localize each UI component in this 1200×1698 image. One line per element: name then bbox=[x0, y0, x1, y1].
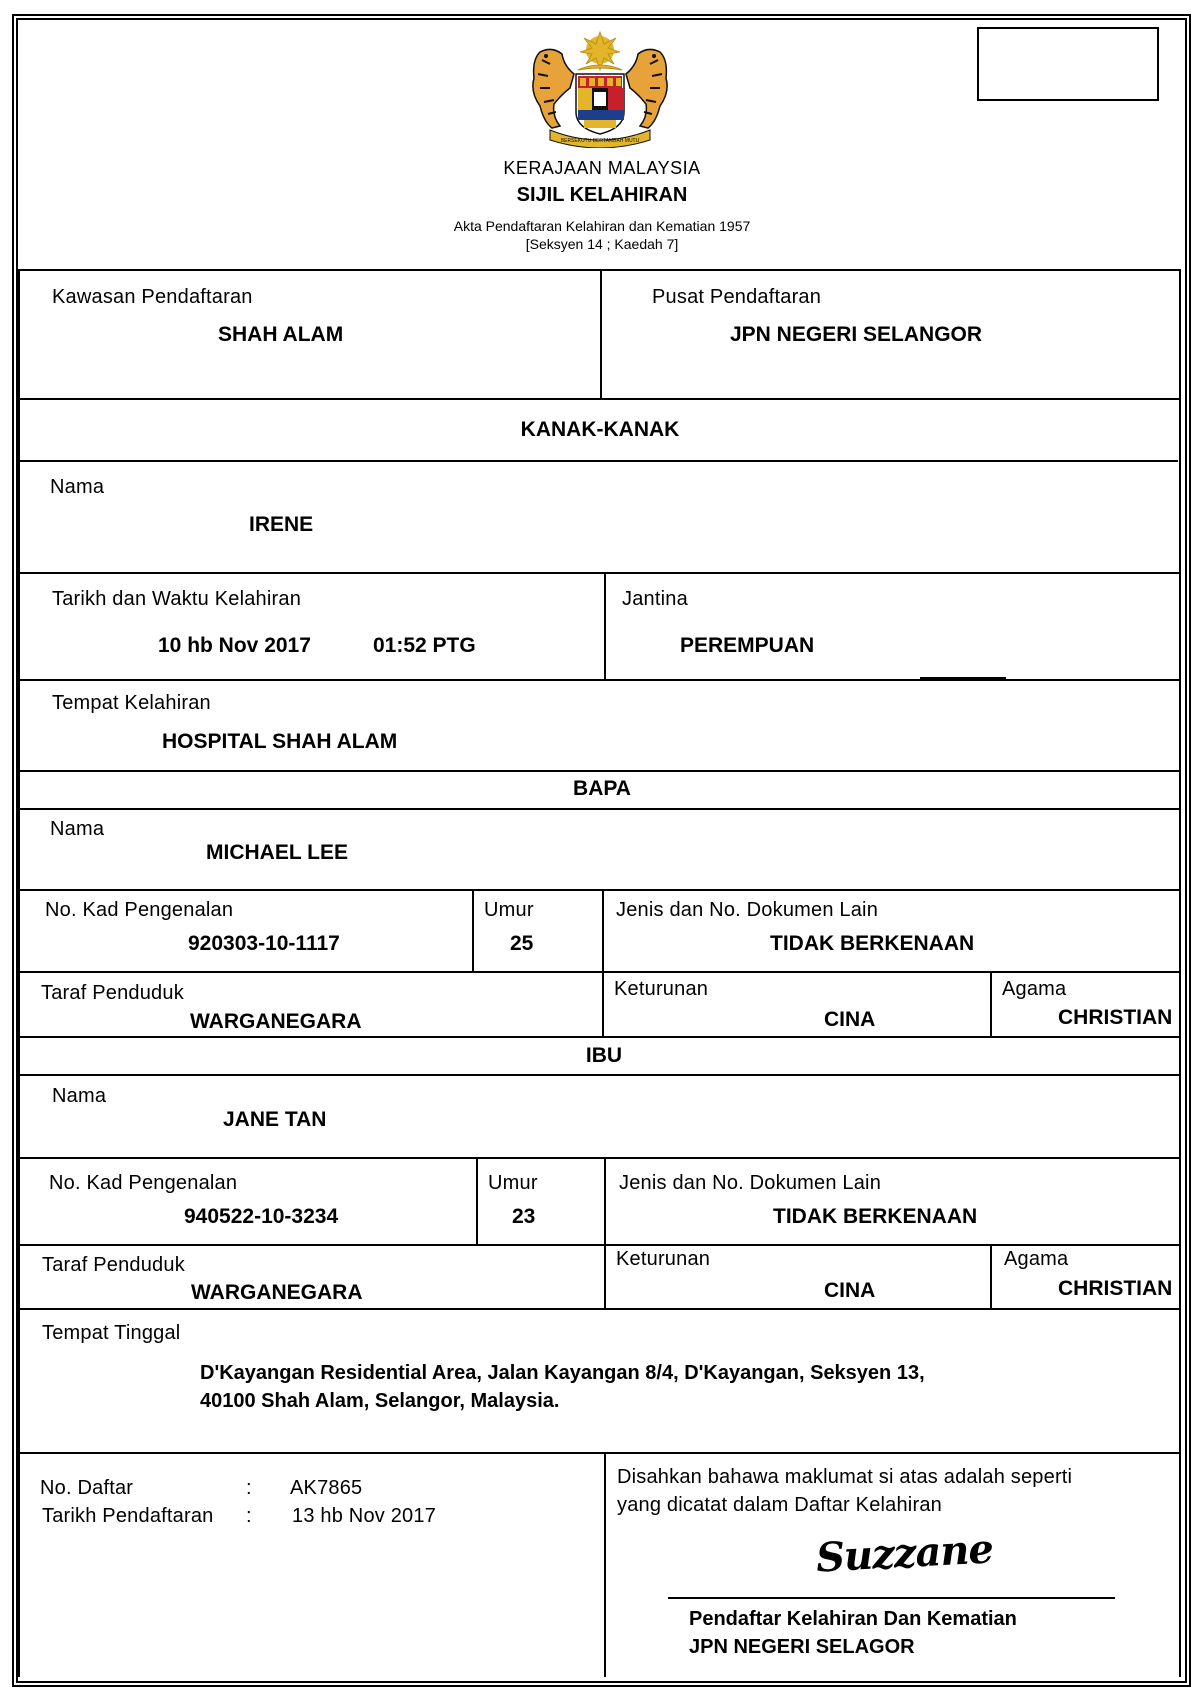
residence-line-2: 40100 Shah Alam, Selangor, Malaysia. bbox=[200, 1390, 560, 1412]
grid-line bbox=[604, 1157, 606, 1309]
section-reference: [Seksyen 14 ; Kaedah 7] bbox=[525, 236, 679, 252]
registration-centre-label: Pusat Pendaftaran bbox=[652, 286, 822, 308]
grid-line bbox=[18, 770, 1181, 772]
grid-line bbox=[604, 572, 606, 680]
residence-line-1: D'Kayangan Residential Area, Jalan Kayangan 8/4, D'Kayangan, Seksyen 13, bbox=[200, 1362, 925, 1384]
father-religion-value: CHRISTIAN bbox=[1058, 1006, 1173, 1029]
grid-line bbox=[18, 1036, 1181, 1038]
grid-line bbox=[18, 1074, 1181, 1076]
act-reference: Akta Pendaftaran Kelahiran dan Kematian 1957 bbox=[453, 218, 751, 234]
mother-other-doc-label: Jenis dan No. Dokumen Lain bbox=[619, 1172, 882, 1194]
birth-datetime-label: Tarikh dan Waktu Kelahiran bbox=[52, 588, 302, 610]
registration-area-value: SHAH ALAM bbox=[218, 323, 344, 346]
father-race-label: Keturunan bbox=[614, 978, 709, 1000]
grid-line bbox=[990, 971, 992, 1037]
birth-time-value: 01:52 PTG bbox=[373, 634, 476, 657]
grid-line bbox=[18, 889, 1181, 891]
mother-race-label: Keturunan bbox=[616, 1248, 711, 1270]
registration-number-value: AK7865 bbox=[290, 1477, 363, 1499]
registration-area-label: Kawasan Pendaftaran bbox=[52, 286, 253, 308]
mother-name-value: JANE TAN bbox=[223, 1108, 327, 1131]
registrar-office: JPN NEGERI SELAGOR bbox=[689, 1636, 915, 1658]
grid-line bbox=[18, 1452, 1181, 1454]
mother-ic-label: No. Kad Pengenalan bbox=[49, 1172, 238, 1194]
registration-number-separator: : bbox=[246, 1477, 252, 1499]
registration-date-value: 13 hb Nov 2017 bbox=[292, 1505, 437, 1527]
inner-border bbox=[16, 18, 1187, 1683]
gender-label: Jantina bbox=[622, 588, 688, 610]
birth-place-label: Tempat Kelahiran bbox=[52, 692, 211, 714]
grid-line bbox=[18, 679, 1181, 681]
grid-line bbox=[18, 460, 1178, 462]
mother-religion-value: CHRISTIAN bbox=[1058, 1277, 1173, 1300]
mother-residency-label: Taraf Penduduk bbox=[42, 1254, 185, 1276]
gender-value: PEREMPUAN bbox=[680, 634, 815, 657]
grid-line bbox=[18, 971, 1181, 973]
registrar-title: Pendaftar Kelahiran Dan Kematian bbox=[689, 1608, 1017, 1630]
signature-line bbox=[668, 1597, 1115, 1599]
registration-date-separator: : bbox=[246, 1505, 252, 1527]
crest-motto: BERSEKUTU BERTAMBAH MUTU bbox=[560, 138, 640, 144]
certification-line-2: yang dicatat dalam Daftar Kelahiran bbox=[617, 1494, 942, 1516]
father-residency-label: Taraf Penduduk bbox=[41, 982, 184, 1004]
father-residency-value: WARGANEGARA bbox=[190, 1010, 362, 1033]
malaysia-coat-of-arms-icon bbox=[522, 30, 678, 148]
mother-ic-value: 940522-10-3234 bbox=[184, 1205, 339, 1228]
mother-residency-value: WARGANEGARA bbox=[191, 1281, 363, 1304]
mother-religion-label: Agama bbox=[1004, 1248, 1069, 1270]
grid-line bbox=[18, 1244, 1181, 1246]
left-tiger-icon bbox=[533, 49, 574, 128]
father-other-doc-label: Jenis dan No. Dokumen Lain bbox=[616, 899, 879, 921]
grid-line bbox=[600, 269, 602, 399]
father-other-doc-value: TIDAK BERKENAAN bbox=[770, 932, 975, 955]
father-name-value: MICHAEL LEE bbox=[206, 841, 348, 864]
child-name-label: Nama bbox=[50, 476, 105, 498]
mother-other-doc-value: TIDAK BERKENAAN bbox=[773, 1205, 978, 1228]
child-section-title: KANAK-KANAK bbox=[520, 418, 680, 441]
government-name: KERAJAAN MALAYSIA bbox=[503, 158, 701, 178]
father-religion-label: Agama bbox=[1002, 978, 1067, 1000]
stray-mark bbox=[920, 677, 1006, 679]
birth-place-value: HOSPITAL SHAH ALAM bbox=[162, 730, 398, 753]
father-age-value: 25 bbox=[510, 932, 534, 955]
father-ic-value: 920303-10-1117 bbox=[188, 932, 340, 955]
mother-section-title: IBU bbox=[585, 1044, 623, 1067]
father-ic-label: No. Kad Pengenalan bbox=[45, 899, 234, 921]
mother-age-value: 23 bbox=[512, 1205, 536, 1228]
birth-date-value: 10 hb Nov 2017 bbox=[158, 634, 311, 657]
father-race-value: CINA bbox=[824, 1008, 876, 1031]
grid-line bbox=[1179, 269, 1181, 1677]
mother-race-value: CINA bbox=[824, 1279, 876, 1302]
grid-line bbox=[18, 572, 1181, 574]
serial-number-box bbox=[977, 27, 1159, 101]
grid-line bbox=[604, 1452, 606, 1677]
right-tiger-icon bbox=[626, 49, 667, 128]
grid-line bbox=[476, 1157, 478, 1245]
grid-line bbox=[602, 889, 604, 1037]
grid-line bbox=[18, 269, 20, 1677]
certification-line-1: Disahkan bahawa maklumat si atas adalah seperti bbox=[617, 1466, 1073, 1488]
father-age-label: Umur bbox=[484, 899, 534, 921]
mother-name-label: Nama bbox=[52, 1085, 107, 1107]
grid-line bbox=[18, 1308, 1181, 1310]
mother-age-label: Umur bbox=[488, 1172, 538, 1194]
father-section-title: BAPA bbox=[573, 777, 631, 800]
registration-centre-value: JPN NEGERI SELANGOR bbox=[730, 323, 983, 346]
registrar-signature: Suzzane bbox=[814, 1525, 994, 1582]
shield-icon bbox=[576, 74, 624, 134]
grid-line bbox=[472, 889, 474, 972]
registration-date-label: Tarikh Pendaftaran bbox=[42, 1505, 214, 1527]
registration-number-label: No. Daftar bbox=[40, 1477, 134, 1499]
grid-line bbox=[990, 1244, 992, 1309]
residence-label: Tempat Tinggal bbox=[42, 1322, 181, 1344]
federal-star-icon bbox=[580, 32, 620, 70]
certificate-title: SIJIL KELAHIRAN bbox=[516, 184, 688, 206]
father-name-label: Nama bbox=[50, 818, 105, 840]
grid-line bbox=[18, 398, 1181, 400]
grid-line bbox=[18, 808, 1181, 810]
child-name-value: IRENE bbox=[249, 513, 314, 536]
grid-line bbox=[18, 1157, 1181, 1159]
